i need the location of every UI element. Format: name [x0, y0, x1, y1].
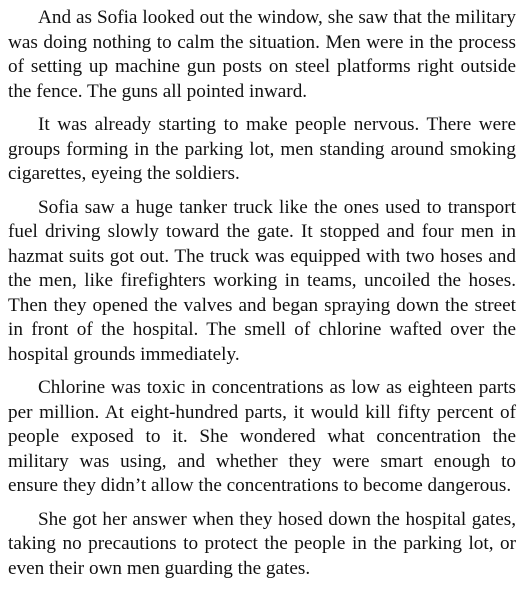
paragraph-4: Chlorine was toxic in concentrations as low as eighteen parts per million. At eight-hundred parts, it would kill fifty percent of people exposed to it. She wondered what concentration the military was using, and whether they were smart enough to ensure they didn’t allow the concentrations to become dangerous. [8, 377, 516, 496]
document-page [8, 6, 516, 590]
paragraph-1: And as Sofia looked out the window, she saw that the military was doing nothing to calm the situation. Men were in the process of setting up machine gun posts on steel platforms right outside the fence. The guns all pointed inward. [8, 7, 516, 102]
paragraph-2: It was already starting to make people nervous. There were groups forming in the parking lot, men standing around smoking cigarettes, eyeing the soldiers. [8, 114, 516, 184]
paragraph-5: She got her answer when they hosed down the hospital gates, taking no precautions to protect the people in the parking lot, or even their own men guarding the gates. [8, 508, 516, 579]
paragraph-3: Sofia saw a huge tanker truck like the ones used to transport fuel driving slowly toward the gate. It stopped and four men in hazmat suits got out. The truck was equipped with two hoses and the men, like firefighters working in teams, uncoiled the hoses. Then they opened the valves and began spraying down the street in front of the hospital. The smell of chlorine wafted over the hospital grounds immediately. [8, 196, 516, 365]
